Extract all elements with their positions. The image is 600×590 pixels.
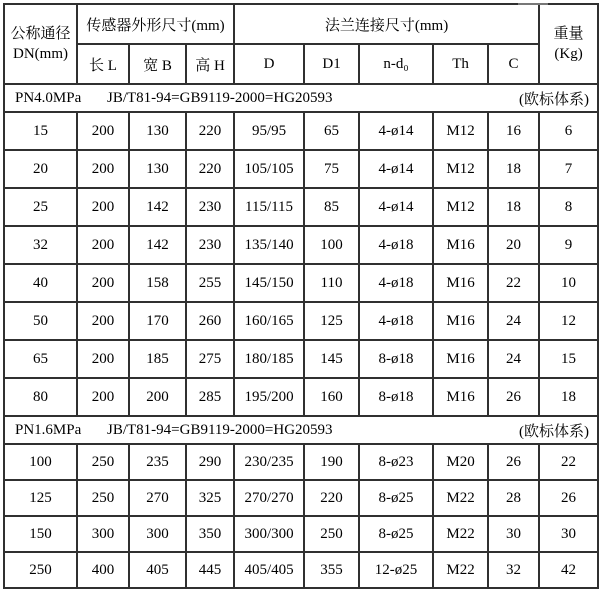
cell-length-l: 300 bbox=[77, 516, 129, 552]
cell-dn: 65 bbox=[4, 340, 77, 378]
flange-spec-table bbox=[3, 3, 599, 589]
cell-th: M16 bbox=[433, 226, 488, 264]
cell-length-l: 200 bbox=[77, 340, 129, 378]
cell-d: 160/165 bbox=[234, 302, 304, 340]
page bbox=[0, 3, 600, 590]
cell-c: 22 bbox=[488, 264, 539, 302]
cell-d1: 100 bbox=[304, 226, 359, 264]
cell-dn: 20 bbox=[4, 150, 77, 188]
cell-d1: 355 bbox=[304, 552, 359, 588]
cell-width-b: 405 bbox=[129, 552, 186, 588]
cropped-text-artifact bbox=[518, 3, 548, 5]
cell-c: 24 bbox=[488, 340, 539, 378]
cell-height-h: 255 bbox=[186, 264, 234, 302]
cell-weight: 9 bbox=[539, 226, 598, 264]
table-row bbox=[4, 264, 598, 302]
pressure-rating-label: PN1.6MPa bbox=[15, 421, 82, 438]
table-row bbox=[4, 444, 598, 480]
cell-th: M16 bbox=[433, 302, 488, 340]
cell-width-b: 130 bbox=[129, 150, 186, 188]
cell-weight: 42 bbox=[539, 552, 598, 588]
cell-d1: 125 bbox=[304, 302, 359, 340]
cell-d1: 65 bbox=[304, 112, 359, 150]
cell-d: 115/115 bbox=[234, 188, 304, 226]
cell-n-d0: 12-ø25 bbox=[359, 552, 433, 588]
cell-c: 16 bbox=[488, 112, 539, 150]
cell-n-d0: 4-ø14 bbox=[359, 112, 433, 150]
cell-width-b: 142 bbox=[129, 226, 186, 264]
cell-c: 24 bbox=[488, 302, 539, 340]
section-pn4 bbox=[4, 84, 598, 416]
table-row bbox=[4, 112, 598, 150]
cell-weight: 18 bbox=[539, 378, 598, 416]
standard-reference: JB/T81-94=GB9119-2000=HG20593 bbox=[107, 89, 333, 106]
cell-dn: 100 bbox=[4, 444, 77, 480]
cell-width-b: 158 bbox=[129, 264, 186, 302]
cell-weight: 22 bbox=[539, 444, 598, 480]
cell-weight: 6 bbox=[539, 112, 598, 150]
cell-c: 26 bbox=[488, 378, 539, 416]
table-row bbox=[4, 480, 598, 516]
cell-height-h: 220 bbox=[186, 150, 234, 188]
cell-width-b: 142 bbox=[129, 188, 186, 226]
cell-width-b: 200 bbox=[129, 378, 186, 416]
col-header-th: Th bbox=[433, 44, 488, 84]
cell-width-b: 235 bbox=[129, 444, 186, 480]
section-pn16 bbox=[4, 416, 598, 588]
table-row bbox=[4, 340, 598, 378]
standard-reference: JB/T81-94=GB9119-2000=HG20593 bbox=[107, 421, 333, 438]
cell-weight: 15 bbox=[539, 340, 598, 378]
cell-c: 20 bbox=[488, 226, 539, 264]
col-header-n-d0: n-d₀ bbox=[359, 44, 433, 84]
cell-height-h: 230 bbox=[186, 188, 234, 226]
cell-height-h: 285 bbox=[186, 378, 234, 416]
cell-d1: 160 bbox=[304, 378, 359, 416]
cell-d: 300/300 bbox=[234, 516, 304, 552]
cell-length-l: 400 bbox=[77, 552, 129, 588]
cell-dn: 150 bbox=[4, 516, 77, 552]
cell-c: 26 bbox=[488, 444, 539, 480]
section-header-row bbox=[4, 84, 598, 112]
table-header bbox=[4, 4, 598, 84]
cell-d1: 145 bbox=[304, 340, 359, 378]
cell-dn: 125 bbox=[4, 480, 77, 516]
cell-d: 105/105 bbox=[234, 150, 304, 188]
cell-weight: 10 bbox=[539, 264, 598, 302]
cell-d1: 75 bbox=[304, 150, 359, 188]
section-header-cell bbox=[4, 416, 598, 444]
col-header-length-l: 长 L bbox=[77, 44, 129, 84]
cell-n-d0: 4-ø18 bbox=[359, 226, 433, 264]
cell-th: M12 bbox=[433, 150, 488, 188]
cell-th: M22 bbox=[433, 516, 488, 552]
cell-c: 30 bbox=[488, 516, 539, 552]
cell-n-d0: 8-ø25 bbox=[359, 480, 433, 516]
col-header-weight bbox=[539, 4, 598, 84]
cell-dn: 25 bbox=[4, 188, 77, 226]
cell-d: 230/235 bbox=[234, 444, 304, 480]
cell-d1: 110 bbox=[304, 264, 359, 302]
cell-d: 195/200 bbox=[234, 378, 304, 416]
standard-system-note: (欧标体系) bbox=[519, 91, 590, 108]
table-row bbox=[4, 302, 598, 340]
section-header-row bbox=[4, 416, 598, 444]
cell-th: M12 bbox=[433, 112, 488, 150]
pressure-rating-label: PN4.0MPa bbox=[15, 89, 82, 106]
cell-d: 405/405 bbox=[234, 552, 304, 588]
cell-n-d0: 4-ø14 bbox=[359, 150, 433, 188]
cell-d: 135/140 bbox=[234, 226, 304, 264]
cell-n-d0: 8-ø18 bbox=[359, 340, 433, 378]
cell-width-b: 185 bbox=[129, 340, 186, 378]
cell-d1: 85 bbox=[304, 188, 359, 226]
cell-width-b: 130 bbox=[129, 112, 186, 150]
section-header-cell bbox=[4, 84, 598, 112]
col-header-width-b: 宽 B bbox=[129, 44, 186, 84]
cell-weight: 26 bbox=[539, 480, 598, 516]
cell-height-h: 445 bbox=[186, 552, 234, 588]
cell-height-h: 260 bbox=[186, 302, 234, 340]
cell-dn: 40 bbox=[4, 264, 77, 302]
col-group-flange-dimensions: 法兰连接尺寸(mm) bbox=[234, 4, 539, 44]
cell-dn: 50 bbox=[4, 302, 77, 340]
cell-n-d0: 8-ø18 bbox=[359, 378, 433, 416]
cell-c: 28 bbox=[488, 480, 539, 516]
cell-weight: 8 bbox=[539, 188, 598, 226]
cell-width-b: 300 bbox=[129, 516, 186, 552]
col-header-d: D bbox=[234, 44, 304, 84]
cell-length-l: 200 bbox=[77, 150, 129, 188]
table-row bbox=[4, 516, 598, 552]
col-header-dn bbox=[4, 4, 77, 84]
cell-n-d0: 4-ø18 bbox=[359, 302, 433, 340]
cell-length-l: 250 bbox=[77, 480, 129, 516]
col-header-weight-line2: (Kg) bbox=[554, 46, 583, 62]
cell-d: 270/270 bbox=[234, 480, 304, 516]
cell-weight: 7 bbox=[539, 150, 598, 188]
cell-d1: 250 bbox=[304, 516, 359, 552]
cell-length-l: 200 bbox=[77, 378, 129, 416]
cell-n-d0: 8-ø23 bbox=[359, 444, 433, 480]
standard-system-note: (欧标体系) bbox=[519, 423, 590, 440]
col-header-d1: D1 bbox=[304, 44, 359, 84]
cell-n-d0: 8-ø25 bbox=[359, 516, 433, 552]
table-row bbox=[4, 188, 598, 226]
cell-d1: 190 bbox=[304, 444, 359, 480]
col-group-sensor-dimensions: 传感器外形尺寸(mm) bbox=[77, 4, 234, 44]
cell-dn: 15 bbox=[4, 112, 77, 150]
table-row bbox=[4, 378, 598, 416]
cell-dn: 32 bbox=[4, 226, 77, 264]
table-row bbox=[4, 552, 598, 588]
cell-length-l: 250 bbox=[77, 444, 129, 480]
cell-length-l: 200 bbox=[77, 302, 129, 340]
table-row bbox=[4, 226, 598, 264]
cell-height-h: 275 bbox=[186, 340, 234, 378]
col-header-c: C bbox=[488, 44, 539, 84]
cell-dn: 250 bbox=[4, 552, 77, 588]
cell-d: 180/185 bbox=[234, 340, 304, 378]
cell-th: M22 bbox=[433, 480, 488, 516]
cell-th: M16 bbox=[433, 340, 488, 378]
cell-weight: 30 bbox=[539, 516, 598, 552]
cell-height-h: 230 bbox=[186, 226, 234, 264]
cell-length-l: 200 bbox=[77, 226, 129, 264]
cell-c: 18 bbox=[488, 188, 539, 226]
cell-d: 95/95 bbox=[234, 112, 304, 150]
cell-th: M12 bbox=[433, 188, 488, 226]
cell-height-h: 350 bbox=[186, 516, 234, 552]
col-header-dn-line2: DN(mm) bbox=[13, 46, 68, 62]
col-header-weight-line1: 重量 bbox=[553, 25, 584, 42]
cell-d1: 220 bbox=[304, 480, 359, 516]
cell-height-h: 220 bbox=[186, 112, 234, 150]
cell-n-d0: 4-ø14 bbox=[359, 188, 433, 226]
cell-weight: 12 bbox=[539, 302, 598, 340]
table-row bbox=[4, 150, 598, 188]
cell-th: M22 bbox=[433, 552, 488, 588]
cell-c: 32 bbox=[488, 552, 539, 588]
cell-length-l: 200 bbox=[77, 188, 129, 226]
cell-width-b: 270 bbox=[129, 480, 186, 516]
col-header-dn-line1: 公称通径 bbox=[10, 25, 71, 42]
cell-n-d0: 4-ø18 bbox=[359, 264, 433, 302]
cell-width-b: 170 bbox=[129, 302, 186, 340]
cell-length-l: 200 bbox=[77, 112, 129, 150]
cell-height-h: 290 bbox=[186, 444, 234, 480]
cell-th: M16 bbox=[433, 378, 488, 416]
cell-dn: 80 bbox=[4, 378, 77, 416]
cell-height-h: 325 bbox=[186, 480, 234, 516]
cell-c: 18 bbox=[488, 150, 539, 188]
cell-th: M16 bbox=[433, 264, 488, 302]
cell-th: M20 bbox=[433, 444, 488, 480]
cell-length-l: 200 bbox=[77, 264, 129, 302]
cell-d: 145/150 bbox=[234, 264, 304, 302]
col-header-height-h: 高 H bbox=[186, 44, 234, 84]
